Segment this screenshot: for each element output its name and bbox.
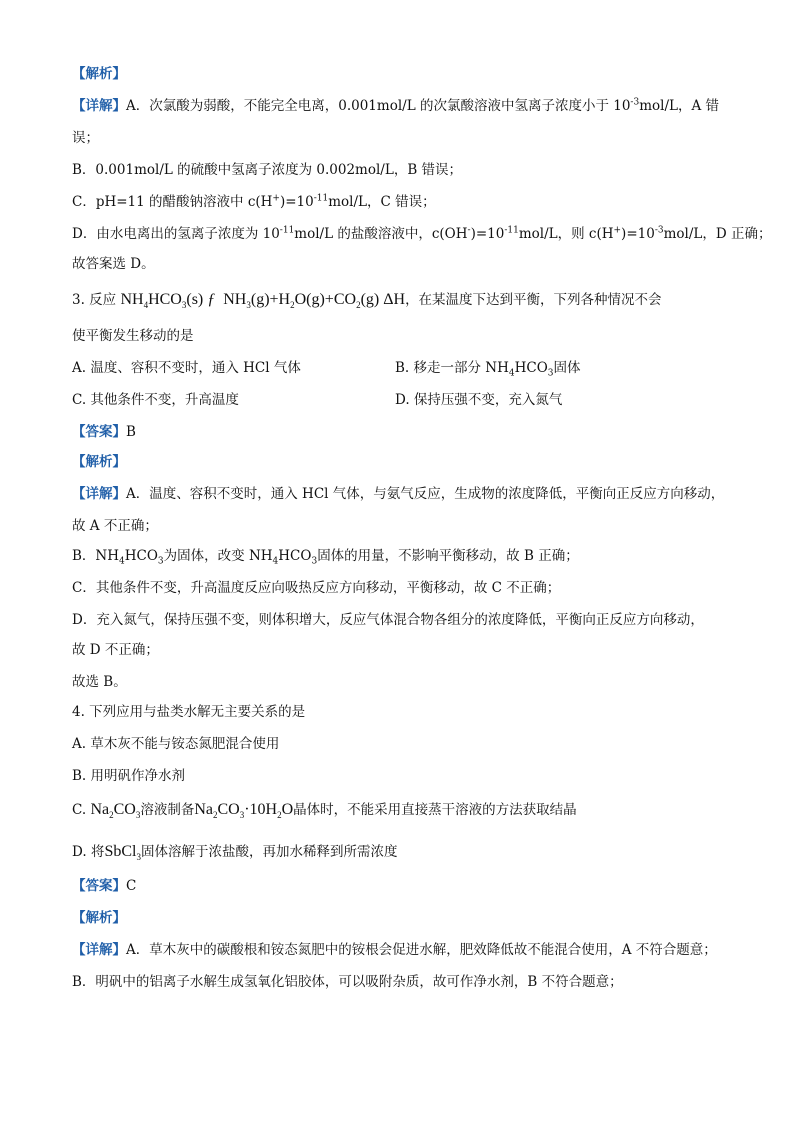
q2-detail-line-4: C．pH=11 的醋酸钠溶液中 $c(H^+)=10^{-11}mol/L$，C 错误； [72,193,436,210]
q4-detail-line-1: 【详解】A．草木灰中的碳酸根和铵态氮肥中的铵根会促进水解，肥效降低故不能混合使用，A 不符合题意； [72,942,717,958]
q4-answer: 【答案】C [72,878,137,894]
q3-option-c: C. 其他条件不变，升高温度 [72,392,239,408]
q3-analysis-heading: 【解析】 [72,454,126,470]
q2-detail-line-2: 误； [72,130,99,146]
q3-detail-line-1: 【详解】A．温度、容积不变时，通入 HCl 气体，与氨气反应，生成物的浓度降低，平衡向正反应方向移动， [72,486,725,502]
analysis-heading: 【解析】 [72,66,126,82]
q3-detail-line-6: 故 D 不正确； [72,642,159,658]
detail-tag: 【详解】 [72,98,126,114]
q4-stem: 4. 下列应用与盐类水解无主要关系的是 [72,704,306,720]
q3-stem-line-2: 使平衡发生移动的是 [72,328,194,344]
q3-option-a: A. 温度、容积不变时，通入 HCl 气体 [72,360,301,376]
q4-option-d: D. 将SbCl$_3$固体溶解于浓盐酸，再加水稀释到所需浓度 [72,843,398,863]
q4-option-c: C. $Na_2CO_3$溶液制备$Na_2CO_3\cdot 10H_2O$晶体时，不能采用直接蒸干溶液的方法获取结晶 [72,801,577,821]
q2-detail-line-5: D．由水电离出的氢离子浓度为 $10^{-11}mol/L$ 的盐酸溶液中，$c(OH^-)=10^{-11}mol/L$，则 $c(H^+)=10^{-3}mol/L$，D 正确； [72,225,772,242]
q4-detail-line-2: B．明矾中的铝离子水解生成氢氧化铝胶体，可以吸附杂质，故可作净水剂，B 不符合题意； [72,974,623,990]
q4-option-b: B. 用明矾作净水剂 [72,768,186,784]
q3-stem-line-1: 3. 反应 $NH_4HCO_3(s)$ ƒ $NH_3(g)+H_2O(g)+CO_2(g)$ ΔH，在某温度下达到平衡，下列各种情况不会 [72,291,662,311]
q3-detail-line-5: D．充入氮气，保持压强不变，则体积增大，反应气体混合物各组分的浓度降低，平衡向正反应方向移动， [72,612,704,628]
q3-equation: $NH_4HCO_3(s)$ ƒ $NH_3(g)+H_2O(g)+CO_2(g)$ ΔH [120,291,406,311]
q2-detail-line-3: B．0.001mol/L 的硫酸中氢离子浓度为 0.002mol/L，B 错误； [72,162,463,178]
q3-option-b: B. 移走一部分 $NH_4HCO_3$固体 [395,360,581,379]
q2-detail-line-1: 【详解】A．次氯酸为弱酸，不能完全电离，0.001mol/L 的次氯酸溶液中氢离子浓度小于 $10^{-3}mol/L$，A 错 [72,97,720,114]
q3-answer: 【答案】B [72,424,136,440]
q3-option-d: D. 保持压强不变，充入氮气 [395,392,563,408]
q3-detail-line-4: C．其他条件不变，升高温度反应向吸热反应方向移动，平衡移动，故 C 不正确； [72,580,561,596]
q3-conclusion: 故选 B。 [72,674,127,690]
q2-conclusion: 故答案选 D。 [72,256,155,272]
q4-option-a: A. 草木灰不能与铵态氮肥混合使用 [72,736,280,752]
q3-detail-line-2: 故 A 不正确； [72,518,158,534]
q4-analysis-heading: 【解析】 [72,910,126,926]
q3-detail-line-3: B．$NH_4HCO_3$为固体，改变 $NH_4HCO_3$固体的用量，不影响平衡移动，故 B 正确； [72,548,579,567]
